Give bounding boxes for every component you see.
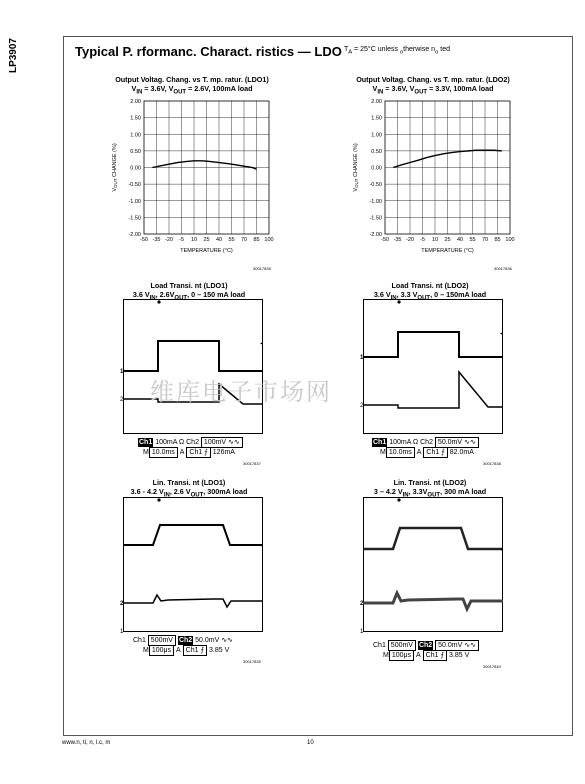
y-tick-label: 0.00 [371, 165, 382, 172]
x-tick-label: 55 [469, 237, 476, 243]
scope-3-line-transient-ldo1 [120, 497, 264, 635]
svg-text:2: 2 [120, 601, 124, 607]
scope-2-trigger-source: Ch1 ⨍ [423, 447, 447, 458]
scope-1-trigger-level: 126mA [212, 449, 235, 456]
x-tick-label: 25 [444, 237, 451, 243]
svg-text:◂: ◂ [500, 547, 504, 553]
svg-text:1: 1 [360, 629, 364, 635]
y-tick-label: 2.00 [371, 99, 382, 105]
scope-1-timebase: 10.0ms [149, 447, 178, 458]
scope-4-trigger-label: A [416, 652, 421, 659]
scope-2-ch2-label: Ch2 [420, 439, 433, 446]
y-tick-label: -1.00 [369, 198, 382, 205]
x-tick-label: 10 [190, 237, 198, 243]
trigger-marker-icon [397, 300, 400, 303]
scope-1-ch1-label: Ch1 [139, 439, 153, 446]
part-number-side-label: LP3907 [8, 38, 19, 74]
y-axis-label: VOUT CHANGE (%) [353, 143, 359, 192]
scope-2-figure-number: 30017838 [483, 461, 501, 466]
y-tick-label: -0.50 [369, 182, 382, 189]
x-tick-label: -50 [381, 237, 389, 243]
chart-1-output-voltage-ldo1 [100, 97, 285, 267]
scope-4-figure-number: 30017840 [483, 664, 501, 669]
scope-3-ch2-label: Ch2 [178, 637, 193, 644]
x-tick-label: 40 [456, 237, 464, 243]
scope-4-settings-row-2 [383, 650, 469, 661]
scope-1-ch2-scale: 100mV ∿∿ [201, 437, 243, 448]
scope-2-timebase: 10.0ms [386, 447, 415, 458]
scope-1-figure-number: 30017837 [243, 461, 261, 466]
scope-4-line-transient-ldo2 [360, 497, 504, 635]
y-tick-label: 1.00 [371, 132, 382, 139]
svg-text:2: 2 [360, 601, 364, 607]
x-tick-label: -20 [165, 237, 173, 243]
scope-2-settings-row-2 [380, 447, 474, 458]
scope-1-trigger-label: A [179, 449, 185, 456]
scope-1-ch2-label: Ch2 [186, 439, 199, 446]
y-tick-label: 2.00 [130, 99, 141, 105]
x-tick-label: 70 [240, 237, 248, 243]
y-tick-label: -1.00 [128, 198, 141, 205]
x-tick-label: -20 [406, 237, 414, 243]
scope-3-ch1-label: Ch1 [133, 637, 146, 644]
svg-text:2: 2 [120, 397, 124, 403]
y-tick-label: -0.50 [128, 182, 141, 189]
trigger-marker-icon [157, 498, 160, 501]
svg-text:1: 1 [120, 369, 124, 375]
scope-3-ch1-scale: 500mV [148, 635, 176, 646]
chart-2-caption: Output Voltag. Chang. vs T. mp. ratur. (LDO2) $V_{IN} = 3.6V$, $V_{OUT} = 3.3V$, 100mA load [356, 75, 510, 95]
scope-4-ch1-scale: 500mV [388, 640, 416, 651]
footer-page-number: 10 [307, 740, 314, 746]
y-tick-label: 0.50 [371, 148, 382, 155]
x-tick-label: 55 [228, 237, 235, 243]
scope-1-trigger-source: Ch1 ⨍ [186, 447, 210, 458]
scope-1-settings-row-2 [143, 447, 235, 458]
x-tick-label: -5 [179, 237, 184, 243]
y-tick-label: 1.50 [130, 115, 141, 122]
x-axis-label: TEMPERATURE (°C) [421, 248, 474, 254]
y-tick-label: 1.00 [130, 132, 141, 139]
svg-text:1: 1 [120, 629, 124, 635]
y-tick-label: -2.00 [369, 232, 382, 238]
scope-4-caption: Lin. Transi. nt (LDO2) 3 – 4.2 $V_{IN}$, $3.3V_{OUT}$, 300 mA load [373, 478, 487, 498]
plot-area [353, 99, 515, 254]
svg-text:◂: ◂ [500, 331, 504, 337]
footer-website: www.n, ti, n, l.c, m [62, 740, 111, 746]
scope-1-load-transient-ldo1 [120, 299, 264, 434]
y-axis-label: VOUT CHANGE (%) [112, 143, 118, 192]
svg-text:◂: ◂ [260, 341, 264, 347]
scope-2-trigger-level: 82.0mA [449, 449, 474, 456]
scope-3-timebase: 100μs [149, 645, 174, 656]
x-tick-label: -5 [420, 237, 425, 243]
y-tick-label: 0.50 [130, 148, 141, 155]
scope-4-ch1-label: Ch1 [373, 642, 386, 649]
x-tick-label: 10 [431, 237, 439, 243]
svg-text:2: 2 [360, 403, 364, 409]
watermark: 维库电子市场网 [150, 378, 332, 406]
plot-area [112, 99, 274, 254]
svg-text:1: 1 [360, 355, 364, 361]
scope-2-ch2-scale: 50.0mV ∿∿ [435, 437, 479, 448]
scope-2-caption: Load Transi. nt (LDO2) 3.6 $V_{IN}$, 3.3 $V_{OUT}$, 0 – 150mA load [373, 281, 487, 301]
page-title: Typical P. rformanc. Charact. ristics — LDO [75, 44, 342, 59]
y-tick-label: 1.50 [371, 115, 382, 122]
x-tick-label: 100 [264, 237, 274, 243]
x-axis-label: TEMPERATURE (°C) [180, 248, 233, 254]
x-tick-label: 100 [505, 237, 515, 243]
scope-2-timebase-label: M [380, 449, 386, 456]
x-tick-label: 85 [494, 237, 501, 243]
scope-3-figure-number: 30017839 [243, 659, 261, 664]
x-tick-label: 70 [481, 237, 489, 243]
scope-1-ch1-scale: 100mA Ω [155, 439, 185, 446]
scope-2-trigger-label: A [416, 449, 422, 456]
chart-2-output-voltage-ldo2 [341, 97, 526, 267]
scope-1-timebase-label: M [143, 449, 149, 456]
scope-3-caption: Lin. Transi. nt (LDO1) 3.6 - 4.2 $V_{IN}$, 2.6 $V_{OUT}$, 300mA load [130, 478, 248, 498]
x-tick-label: 40 [215, 237, 223, 243]
scope-4-ch2-scale: 50.0mV ∿∿ [435, 640, 479, 651]
scope-2-load-transient-ldo2 [360, 299, 504, 434]
x-tick-label: 25 [203, 237, 210, 243]
x-tick-label: -50 [140, 237, 148, 243]
trigger-marker-icon [157, 300, 160, 303]
scope-1-caption: Load Transi. nt (LDO1) 3.6 $V_{IN}$, $2.6V_{OUT}$, 0 – 150 mA load [132, 281, 246, 301]
scope-4-timebase-label: M [383, 652, 389, 659]
scope-3-settings-row-2 [143, 645, 229, 656]
scope-3-trigger-level: 3.85 V [209, 647, 230, 654]
y-tick-label: -1.50 [128, 215, 141, 222]
y-tick-label: 0.00 [130, 165, 141, 172]
chart-1-caption: Output Voltag. Chang. vs T. mp. ratur. (LDO1) $V_{IN} = 3.6V$, $V_{OUT} = 2.6V$, 100mA load [115, 75, 269, 95]
scope-3-ch2-scale: 50.0mV ∿∿ [195, 637, 233, 644]
y-tick-label: -1.50 [369, 215, 382, 222]
scope-2-ch1-scale: 100mA Ω [389, 439, 419, 446]
y-tick-label: -2.00 [128, 232, 141, 238]
svg-text:◂: ◂ [260, 543, 264, 549]
x-tick-label: -35 [393, 237, 402, 243]
scope-3-trigger-label: A [176, 647, 181, 654]
scope-4-trigger-level: 3.85 V [449, 652, 470, 659]
scope-4-trigger-source: Ch1 ⨍ [423, 650, 447, 661]
scope-3-trigger-source: Ch1 ⨍ [183, 645, 207, 656]
scope-4-ch2-label: Ch2 [418, 642, 433, 649]
title-note: $T_A = 25^\circ C$ unless $_o$therwise $n_o$ ted [344, 46, 451, 56]
chart-1-figure-number: 30017835 [253, 266, 271, 271]
trigger-marker-icon [397, 498, 400, 501]
scope-4-timebase: 100μs [389, 650, 414, 661]
scope-2-ch1-label: Ch1 [373, 439, 387, 446]
x-tick-label: -35 [152, 237, 161, 243]
scope-3-timebase-label: M [143, 647, 149, 654]
x-tick-label: 85 [253, 237, 260, 243]
chart-2-figure-number: 30017836 [494, 266, 512, 271]
